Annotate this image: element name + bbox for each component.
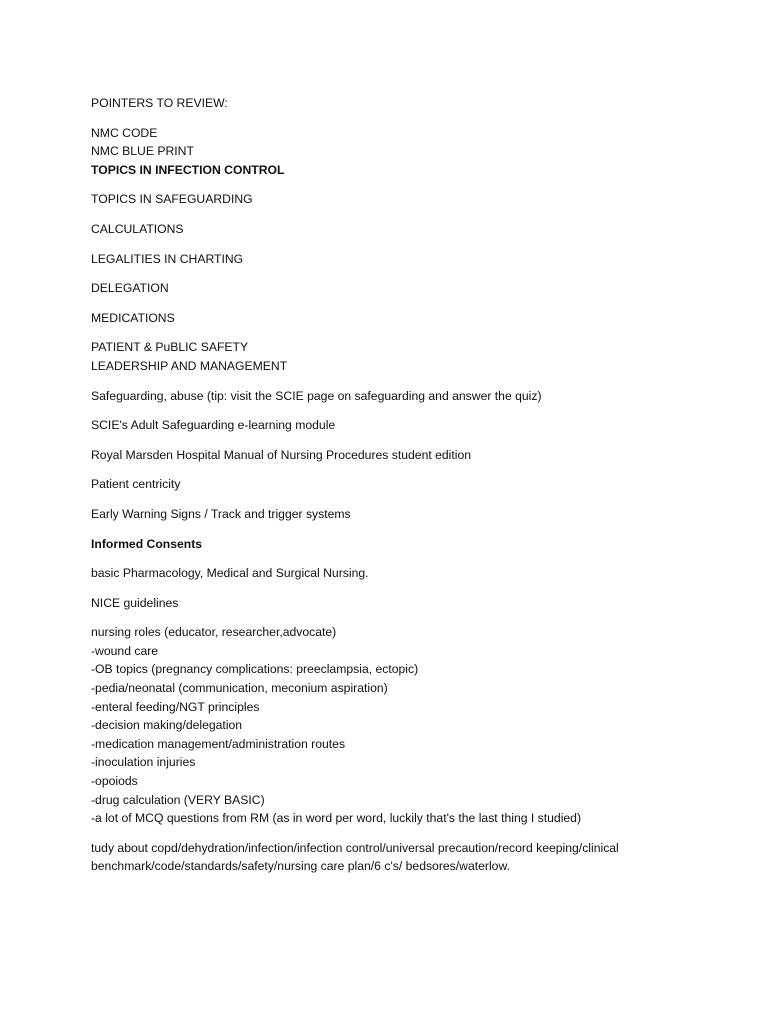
list-item: -decision making/delegation <box>91 718 243 733</box>
text-line: DELEGATION <box>91 281 169 296</box>
list-item: -wound care <box>91 643 159 658</box>
text-line: Patient centricity <box>91 477 181 492</box>
text-line: Royal Marsden Hospital Manual of Nursing Procedures student edition <box>91 447 472 462</box>
list-item: nursing roles (educator, researcher,advocate) <box>91 625 337 640</box>
text-line: TOPICS IN SAFEGUARDING <box>91 192 253 207</box>
list-item: -drug calculation (VERY BASIC) <box>91 792 265 807</box>
document-body <box>91 94 691 876</box>
list-item: -inoculation injuries <box>91 755 196 770</box>
document-heading: POINTERS TO REVIEW: <box>91 96 228 110</box>
text-line: Safeguarding, abuse (tip: visit the SCIE page on safeguarding and answer the quiz) <box>91 388 542 403</box>
list-item: -medication management/administration routes <box>91 736 346 751</box>
list-item: -pedia/neonatal (communication, meconium aspiration) <box>91 681 388 696</box>
text-line: NMC CODE <box>91 125 158 140</box>
text-line: basic Pharmacology, Medical and Surgical Nursing. <box>91 566 369 581</box>
text-line: TOPICS IN INFECTION CONTROL <box>91 162 285 177</box>
text-line: NICE guidelines <box>91 595 179 610</box>
text-line: NMC BLUE PRINT <box>91 144 194 159</box>
list-item: -enteral feeding/NGT principles <box>91 699 260 714</box>
text-line: PATIENT & PuBLIC SAFETY <box>91 340 249 355</box>
text-line: Early Warning Signs / Track and trigger systems <box>91 506 351 521</box>
text-line: SCIE's Adult Safeguarding e-learning module <box>91 418 336 433</box>
list-item: -a lot of MCQ questions from RM (as in word per word, luckily that's the last thing I studied) <box>91 811 582 826</box>
list-item: -OB topics (pregnancy complications: preeclampsia, ectopic) <box>91 662 419 677</box>
text-line: Informed Consents <box>91 536 203 551</box>
final-paragraph: tudy about copd/dehydration/infection/infection control/universal precaution/record keeping/clinical benchmark/code/standards/safety/nursing care plan/6 c's/ bedsores/waterlow. <box>91 840 619 874</box>
text-line: MEDICATIONS <box>91 310 175 325</box>
text-line: LEGALITIES IN CHARTING <box>91 251 244 266</box>
text-line: LEADERSHIP AND MANAGEMENT <box>91 358 288 373</box>
list-item: -opoiods <box>91 774 138 789</box>
text-line: CALCULATIONS <box>91 221 184 236</box>
